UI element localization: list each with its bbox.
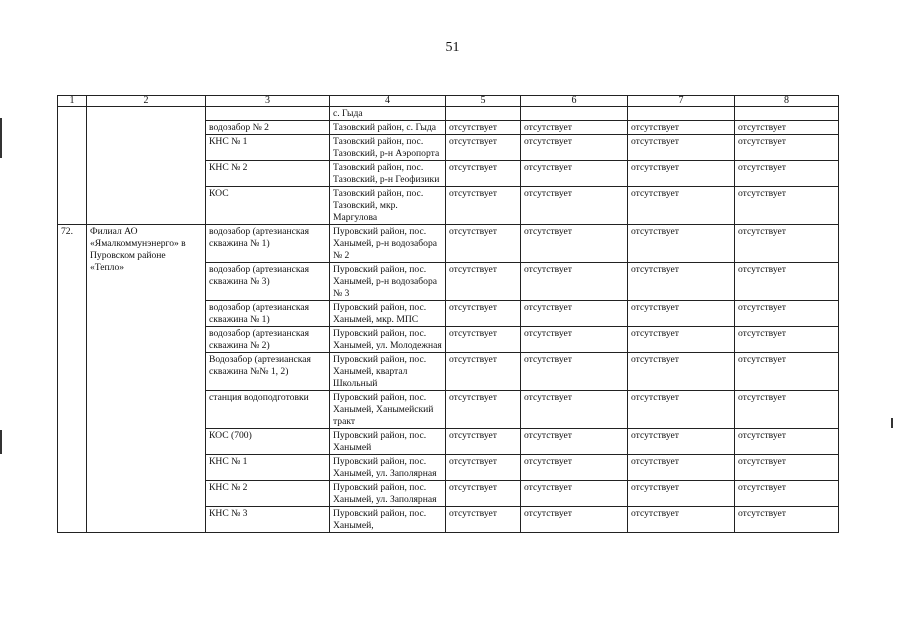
column-number-cell: 1 — [58, 96, 87, 107]
status-cell: отсутствует — [446, 353, 521, 391]
status-cell — [446, 107, 521, 121]
status-cell: отсутствует — [628, 161, 735, 187]
status-cell: отсутствует — [521, 135, 628, 161]
object-cell: водозабор (артезианская скважина № 2) — [206, 327, 330, 353]
status-cell: отсутствует — [628, 121, 735, 135]
location-cell: Пуровский район, пос. Ханымей, Ханымейский тракт — [330, 391, 446, 429]
object-cell: КНС № 2 — [206, 481, 330, 507]
location-cell: Пуровский район, пос. Ханымей, квартал Школьный — [330, 353, 446, 391]
status-cell: отсутствует — [628, 455, 735, 481]
location-cell: Пуровский район, пос. Ханымей, мкр. МПС — [330, 301, 446, 327]
status-cell: отсутствует — [735, 481, 839, 507]
column-number-cell: 4 — [330, 96, 446, 107]
table-row — [58, 225, 839, 263]
page-number: 51 — [445, 40, 460, 55]
column-number-cell: 8 — [735, 96, 839, 107]
status-cell: отсутствует — [446, 327, 521, 353]
object-cell: Водозабор (артезианская скважина №№ 1, 2) — [206, 353, 330, 391]
status-cell: отсутствует — [735, 187, 839, 225]
registry-table — [57, 95, 839, 533]
status-cell: отсутствует — [521, 161, 628, 187]
entry-number-cell — [58, 107, 87, 225]
status-cell: отсутствует — [628, 301, 735, 327]
status-cell: отсутствует — [735, 135, 839, 161]
location-cell: Тазовский район, пос. Тазовский, р-н Аэропорта — [330, 135, 446, 161]
status-cell: отсутствует — [521, 455, 628, 481]
column-number-cell: 3 — [206, 96, 330, 107]
status-cell: отсутствует — [735, 301, 839, 327]
status-cell: отсутствует — [446, 455, 521, 481]
status-cell: отсутствует — [446, 225, 521, 263]
column-number-cell: 7 — [628, 96, 735, 107]
location-cell: Пуровский район, пос. Ханымей, р-н водозабора № 2 — [330, 225, 446, 263]
status-cell: отсутствует — [628, 429, 735, 455]
scan-margin-mark — [0, 118, 2, 158]
object-cell: водозабор (артезианская скважина № 1) — [206, 225, 330, 263]
status-cell — [628, 107, 735, 121]
status-cell — [521, 107, 628, 121]
status-cell: отсутствует — [735, 353, 839, 391]
column-number-cell: 2 — [87, 96, 206, 107]
location-cell: Тазовский район, пос. Тазовский, р-н Геофизики — [330, 161, 446, 187]
status-cell: отсутствует — [446, 263, 521, 301]
scan-margin-mark — [891, 418, 893, 428]
object-cell: КНС № 2 — [206, 161, 330, 187]
status-cell: отсутствует — [735, 391, 839, 429]
status-cell: отсутствует — [521, 353, 628, 391]
status-cell: отсутствует — [521, 301, 628, 327]
status-cell: отсутствует — [521, 225, 628, 263]
status-cell: отсутствует — [628, 327, 735, 353]
status-cell: отсутствует — [628, 481, 735, 507]
entry-number-cell: 72. — [58, 225, 87, 533]
status-cell: отсутствует — [628, 391, 735, 429]
location-cell: с. Гыда — [330, 107, 446, 121]
status-cell: отсутствует — [521, 391, 628, 429]
location-cell: Пуровский район, пос. Ханымей, ул. Заполярная — [330, 455, 446, 481]
object-cell: водозабор (артезианская скважина № 1) — [206, 301, 330, 327]
status-cell: отсутствует — [446, 161, 521, 187]
object-cell: КОС (700) — [206, 429, 330, 455]
status-cell: отсутствует — [446, 481, 521, 507]
status-cell: отсутствует — [735, 225, 839, 263]
status-cell: отсутствует — [628, 187, 735, 225]
location-cell: Пуровский район, пос. Ханымей, ул. Молодежная — [330, 327, 446, 353]
table-body — [58, 96, 839, 533]
status-cell: отсутствует — [521, 187, 628, 225]
organization-cell: Филиал АО «Ямалкоммунэнерго» в Пуровском районе «Тепло» — [87, 225, 206, 533]
status-cell: отсутствует — [521, 121, 628, 135]
status-cell: отсутствует — [735, 429, 839, 455]
object-cell: КНС № 1 — [206, 455, 330, 481]
status-cell: отсутствует — [735, 161, 839, 187]
location-cell: Тазовский район, с. Гыда — [330, 121, 446, 135]
status-cell: отсутствует — [521, 327, 628, 353]
scan-margin-mark — [0, 430, 2, 454]
status-cell: отсутствует — [628, 507, 735, 533]
location-cell: Пуровский район, пос. Ханымей, ул. Заполярная — [330, 481, 446, 507]
status-cell: отсутствует — [446, 507, 521, 533]
status-cell: отсутствует — [521, 481, 628, 507]
status-cell: отсутствует — [735, 507, 839, 533]
status-cell: отсутствует — [446, 391, 521, 429]
status-cell: отсутствует — [446, 429, 521, 455]
status-cell — [735, 107, 839, 121]
status-cell: отсутствует — [521, 429, 628, 455]
object-cell: водозабор (артезианская скважина № 3) — [206, 263, 330, 301]
column-number-cell: 5 — [446, 96, 521, 107]
object-cell: станция водоподготовки — [206, 391, 330, 429]
status-cell: отсутствует — [446, 301, 521, 327]
location-cell: Пуровский район, пос. Ханымей, р-н водозабора № 3 — [330, 263, 446, 301]
status-cell: отсутствует — [446, 135, 521, 161]
object-cell: КНС № 3 — [206, 507, 330, 533]
location-cell: Тазовский район, пос. Тазовский, мкр. Маргулова — [330, 187, 446, 225]
status-cell: отсутствует — [521, 507, 628, 533]
status-cell: отсутствует — [446, 121, 521, 135]
column-number-row — [58, 96, 839, 107]
status-cell: отсутствует — [735, 327, 839, 353]
object-cell: водозабор № 2 — [206, 121, 330, 135]
status-cell: отсутствует — [446, 187, 521, 225]
object-cell — [206, 107, 330, 121]
object-cell: КОС — [206, 187, 330, 225]
status-cell: отсутствует — [628, 225, 735, 263]
location-cell: Пуровский район, пос. Ханымей, — [330, 507, 446, 533]
column-number-cell: 6 — [521, 96, 628, 107]
status-cell: отсутствует — [735, 455, 839, 481]
object-cell: КНС № 1 — [206, 135, 330, 161]
status-cell: отсутствует — [521, 263, 628, 301]
location-cell: Пуровский район, пос. Ханымей — [330, 429, 446, 455]
status-cell: отсутствует — [628, 135, 735, 161]
organization-cell — [87, 107, 206, 225]
status-cell: отсутствует — [628, 263, 735, 301]
status-cell: отсутствует — [735, 121, 839, 135]
status-cell: отсутствует — [735, 263, 839, 301]
status-cell: отсутствует — [628, 353, 735, 391]
continuation-row — [58, 107, 839, 121]
